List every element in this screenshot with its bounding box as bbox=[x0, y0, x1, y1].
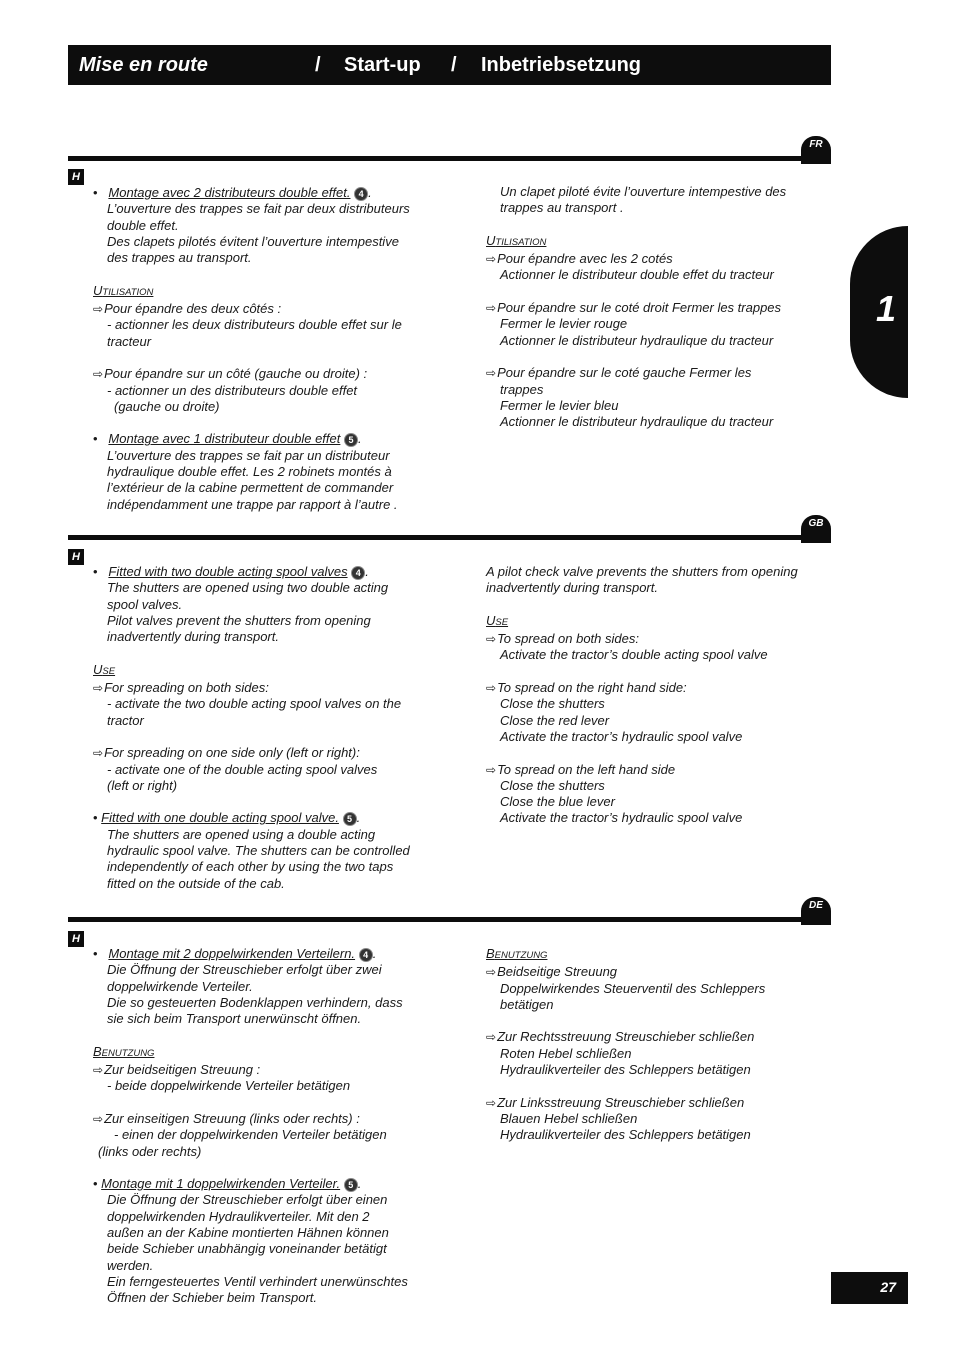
gb-left-column: • Fitted with two double acting spool valves 4 . The shutters are opened using two double acting spool valves. Pilot valves prevent the shutters from opening inadvertently during transport. USE ⇨For spreading on both sides: - activate the two double acting spool valves on the tractor ⇨For spreading on one side only (left or right): - activate one of the double acting spool valves (left or right) • Fitted with one double acting spool valve. 5 . The shutters are opened using a double acting hydraulic spool valve. The shutters can be controlled independently of each other by using the two taps fitted on the outside of the cab. bbox=[93, 564, 463, 892]
fr-arrow-text: Pour épandre des deux côtés : bbox=[104, 301, 282, 317]
gb-text-line: Close the shutters bbox=[500, 696, 605, 712]
arrow-right-icon: ⇨ bbox=[486, 681, 497, 696]
arrow-right-icon: ⇨ bbox=[486, 762, 497, 777]
gb-arrow-text: For spreading on both sides: bbox=[104, 680, 269, 696]
gb-text-line: Close the blue lever bbox=[500, 794, 615, 810]
gb-bullet1-title: Fitted with two double acting spool valves bbox=[108, 564, 348, 579]
fr-text-line: Actionner le distributeur double effet du tracteur bbox=[500, 267, 774, 283]
fr-arrow-text: Pour épandre sur le coté gauche Fermer les bbox=[497, 365, 752, 381]
gb-bullet2-title: Fitted with one double acting spool valve. bbox=[101, 810, 339, 826]
arrow-right-icon: ⇨ bbox=[486, 301, 497, 316]
arrow-right-icon: ⇨ bbox=[486, 965, 497, 980]
fr-text-line: L’ouverture des trappes se fait par deux distributeurs bbox=[107, 201, 410, 217]
de-use-heading: BENUTZUNG bbox=[486, 946, 548, 961]
fr-right-column bbox=[486, 184, 826, 430]
section-rule-gb bbox=[68, 535, 831, 540]
fr-use-heading: UTILISATION bbox=[93, 282, 154, 298]
de-left-column: • Montage mit 2 doppelwirkenden Verteilern. 4 . Die Öffnung der Streuschieber erfolgt über zwei doppelwirkende Verteiler. Die so gesteuerten Bodenklappen verhindern, dass sie sich beim Transport unerwünscht öffnen. BENUTZUNG ⇨Zur beidseitigen Streuung : - beide doppelwirkende Verteiler betätigen ⇨Zur einseitigen Streuung (links oder rechts) : - einen der doppelwirkenden Verteiler betätigen (links oder rechts) • Montage mit 1 doppelwirkenden Verteiler. 5 . Die Öffnung der Streuschieber erfolgt über einen doppelwirkenden Hydraulikverteiler. Mit den 2 außen an der Kabine montierten Hähnen können beide Schieber unabhängig voneinander betätigt werden. Ein ferngesteuertes Ventil verhindert unerwünschtes Öffnen der Schieber beim Transport. bbox=[93, 946, 463, 1307]
gb-text-line: inadvertently during transport. bbox=[107, 629, 279, 645]
de-arrow-text: Beidseitige Streuung bbox=[497, 964, 618, 980]
fr-left-column: • Montage avec 2 distributeurs double effet. 4 . L’ouverture des trappes se fait par deux distributeurs double effet. Des clapets pilotés évitent l’ouverture intempestive des trappes au transport. UTILISATION ⇨Pour épandre des deux côtés : - actionner les deux distributeurs double effet sur le tracteur ⇨Pour épandre sur un côté (gauche ou droite) : - actionner un des distributeurs double effet (gauche ou droite) • Montage avec 1 distributeur double effet 5 . L’ouverture des trappes se fait par un distributeur hydraulique double effet. Les 2 robinets montés à l’extérieur de la cabine permettent de commander indépendamment une trappe par rapport à l’autre . bbox=[93, 185, 463, 513]
de-text-line: Hydraulikverteiler des Schleppers betätigen bbox=[500, 1127, 751, 1143]
fr-text-line: L’ouverture des trappes se fait par un distributeur bbox=[107, 447, 390, 463]
fr-arrow-text: Pour épandre sur le coté droit Fermer les trappes bbox=[497, 300, 782, 316]
de-text-line: Hydraulikverteiler des Schleppers betätigen bbox=[500, 1062, 751, 1078]
gb-arrow-text: To spread on the left hand side bbox=[497, 761, 676, 777]
de-bullet2-title: Montage mit 1 doppelwirkenden Verteiler. bbox=[101, 1176, 341, 1192]
de-text-line: beide Schieber unabhängig voneinander betätigt bbox=[107, 1241, 387, 1257]
gb-text-line: Close the shutters bbox=[500, 777, 605, 793]
gb-text-line: Activate the tractor’s hydraulic spool valve bbox=[500, 728, 743, 744]
title-separator: / bbox=[451, 54, 457, 76]
gb-arrow-text: To spread on both sides: bbox=[497, 631, 639, 647]
gb-text-line: inadvertently during transport. bbox=[486, 580, 658, 596]
fr-text-line: l’extérieur de la cabine permettent de commander bbox=[107, 480, 394, 496]
fr-text-line: trappes bbox=[500, 381, 544, 397]
de-text-line: werden. bbox=[107, 1257, 154, 1273]
de-text-line: Die Öffnung der Streuschieber erfolgt über zwei bbox=[107, 962, 382, 978]
gb-text-line: independently of each other by using the two taps bbox=[107, 859, 394, 875]
gb-arrow-text: For spreading on one side only (left or right): bbox=[104, 745, 360, 761]
gb-arrow-text: To spread on the right hand side: bbox=[497, 680, 687, 696]
fr-text-line: Un clapet piloté évite l’ouverture intempestive des bbox=[500, 184, 787, 199]
gb-right-column bbox=[486, 564, 831, 827]
de-text-line: sie sich beim Transport unerwünscht öffnen. bbox=[107, 1011, 362, 1027]
fr-text-line: double effet. bbox=[107, 217, 179, 233]
chapter-number: 1 bbox=[876, 288, 897, 329]
gb-text-line: (left or right) bbox=[107, 777, 178, 793]
arrow-right-icon: ⇨ bbox=[93, 1111, 104, 1126]
gb-text-line: The shutters are opened using a double acting bbox=[107, 826, 376, 842]
ref-4-icon: 4 bbox=[354, 187, 368, 201]
de-text-line: Doppelwirkendes Steuerventil des Schleppers bbox=[500, 980, 766, 996]
arrow-right-icon: ⇨ bbox=[93, 367, 104, 382]
fr-text-line: indépendamment une trappe par rapport à l’autre . bbox=[107, 496, 398, 512]
gb-text-line: spool valves. bbox=[107, 596, 183, 612]
fr-text-line: Actionner le distributeur hydraulique du tracteur bbox=[500, 414, 774, 430]
gb-text-line: The shutters are opened using two double acting bbox=[107, 580, 389, 596]
gb-text-line: A pilot check valve prevents the shutters from opening bbox=[486, 564, 798, 579]
fr-text-line: Des clapets pilotés évitent l’ouverture intempestive bbox=[107, 233, 399, 249]
page-number: 27 bbox=[831, 1272, 908, 1304]
de-text-line: (links oder rechts) bbox=[98, 1143, 202, 1159]
fr-text-line: tracteur bbox=[107, 333, 152, 349]
de-text-line: Blauen Hebel schließen bbox=[500, 1110, 638, 1126]
ref-5-icon: 5 bbox=[343, 812, 357, 826]
arrow-right-icon: ⇨ bbox=[486, 632, 497, 647]
lang-badge-gb: GB bbox=[801, 515, 831, 543]
gb-text-line: Activate the tractor’s double acting spool valve bbox=[500, 647, 768, 663]
lang-badge-fr: FR bbox=[801, 136, 831, 164]
gb-text-line: tractor bbox=[107, 712, 144, 728]
arrow-right-icon: ⇨ bbox=[93, 302, 104, 317]
section-rule-de bbox=[68, 917, 831, 922]
title-de: Inbetriebsetzung bbox=[481, 54, 642, 76]
de-text-line: Die so gesteuerten Bodenklappen verhindern, dass bbox=[107, 994, 403, 1010]
de-arrow-text: Zur beidseitigen Streuung : bbox=[104, 1062, 261, 1078]
fr-text-line: Fermer le levier rouge bbox=[500, 316, 628, 332]
fr-bullet1-title: Montage avec 2 distributeurs double effet. bbox=[108, 185, 351, 200]
lang-badge-de: DE bbox=[801, 897, 831, 925]
de-arrow-text: Zur einseitigen Streuung (links oder rechts) : bbox=[104, 1110, 360, 1126]
title-en: Start-up bbox=[344, 54, 421, 76]
gb-text-line: - activate the two double acting spool valves on the bbox=[107, 696, 402, 712]
ref-4-icon: 4 bbox=[359, 948, 373, 962]
arrow-right-icon: ⇨ bbox=[93, 681, 104, 696]
gb-text-line: fitted on the outside of the cab. bbox=[107, 875, 285, 891]
de-arrow-text: Zur Rechtsstreuung Streuschieber schließen bbox=[497, 1029, 755, 1045]
de-bullet1-title: Montage mit 2 doppelwirkenden Verteilern. bbox=[108, 946, 356, 961]
fr-text-line: (gauche ou droite) bbox=[114, 398, 220, 414]
gb-text-line: - activate one of the double acting spool valves bbox=[107, 761, 378, 777]
de-text-line: Ein ferngesteuertes Ventil verhindert unerwünschtes bbox=[107, 1273, 408, 1289]
de-text-line: Roten Hebel schließen bbox=[500, 1045, 632, 1061]
fr-use-heading: UTILISATION bbox=[486, 232, 547, 248]
arrow-right-icon: ⇨ bbox=[486, 1030, 497, 1045]
de-text-line: Die Öffnung der Streuschieber erfolgt über einen bbox=[107, 1192, 388, 1208]
section-marker-de: H bbox=[68, 931, 84, 947]
section-marker-fr: H bbox=[68, 169, 84, 185]
de-text-line: - beide doppelwirkende Verteiler betätigen bbox=[107, 1078, 351, 1094]
fr-arrow-text: Pour épandre sur un côté (gauche ou droite) : bbox=[104, 366, 368, 382]
de-arrow-text: Zur Linksstreuung Streuschieber schließen bbox=[497, 1094, 745, 1110]
de-right-column bbox=[486, 946, 831, 1144]
ref-5-icon: 5 bbox=[344, 1178, 358, 1192]
gb-text-line: Close the red lever bbox=[500, 712, 610, 728]
fr-text-line: hydraulique double effet. Les 2 robinets montés à bbox=[107, 464, 392, 480]
de-text-line: doppelwirkenden Hydraulikverteiler. Mit den 2 bbox=[107, 1208, 370, 1224]
gb-use-heading: USE bbox=[486, 612, 509, 628]
fr-text-line: Fermer le levier bleu bbox=[500, 397, 619, 413]
ref-4-icon: 4 bbox=[351, 566, 365, 580]
fr-arrow-text: Pour épandre avec les 2 cotés bbox=[497, 251, 673, 267]
de-text-line: doppelwirkende Verteiler. bbox=[107, 978, 253, 994]
fr-text-line: Actionner le distributeur hydraulique du tracteur bbox=[500, 332, 774, 348]
fr-text-line: - actionner un des distributeurs double effet bbox=[107, 382, 358, 398]
chapter-tab bbox=[850, 226, 908, 398]
de-text-line: betätigen bbox=[500, 996, 554, 1012]
gb-text-line: Pilot valves prevent the shutters from opening bbox=[107, 612, 371, 628]
fr-bullet2-title: Montage avec 1 distributeur double effet bbox=[108, 431, 341, 447]
title-separator: / bbox=[315, 54, 321, 76]
arrow-right-icon: ⇨ bbox=[486, 252, 497, 267]
ref-5-icon: 5 bbox=[344, 433, 358, 447]
de-use-heading: BENUTZUNG bbox=[93, 1043, 155, 1059]
fr-text-line: trappes au transport . bbox=[500, 200, 624, 216]
de-text-line: außen an der Kabine montierten Hähnen können bbox=[107, 1225, 389, 1241]
arrow-right-icon: ⇨ bbox=[93, 746, 104, 761]
gb-use-heading: USE bbox=[93, 661, 116, 677]
section-rule-fr bbox=[68, 156, 831, 161]
arrow-right-icon: ⇨ bbox=[486, 1095, 497, 1110]
fr-text-line: - actionner les deux distributeurs double effet sur le bbox=[107, 317, 402, 333]
gb-text-line: hydraulic spool valve. The shutters can be controlled bbox=[107, 843, 410, 859]
fr-text-line: des trappes au transport. bbox=[107, 250, 252, 266]
page-header bbox=[68, 45, 831, 85]
section-marker-gb: H bbox=[68, 549, 84, 565]
de-text-line: - einen der doppelwirkenden Verteiler betätigen bbox=[114, 1127, 387, 1143]
gb-text-line: Activate the tractor’s hydraulic spool valve bbox=[500, 810, 743, 826]
arrow-right-icon: ⇨ bbox=[93, 1063, 104, 1078]
arrow-right-icon: ⇨ bbox=[486, 366, 497, 381]
de-text-line: Öffnen der Schieber beim Transport. bbox=[107, 1290, 318, 1306]
title-fr: Mise en route bbox=[79, 54, 208, 76]
